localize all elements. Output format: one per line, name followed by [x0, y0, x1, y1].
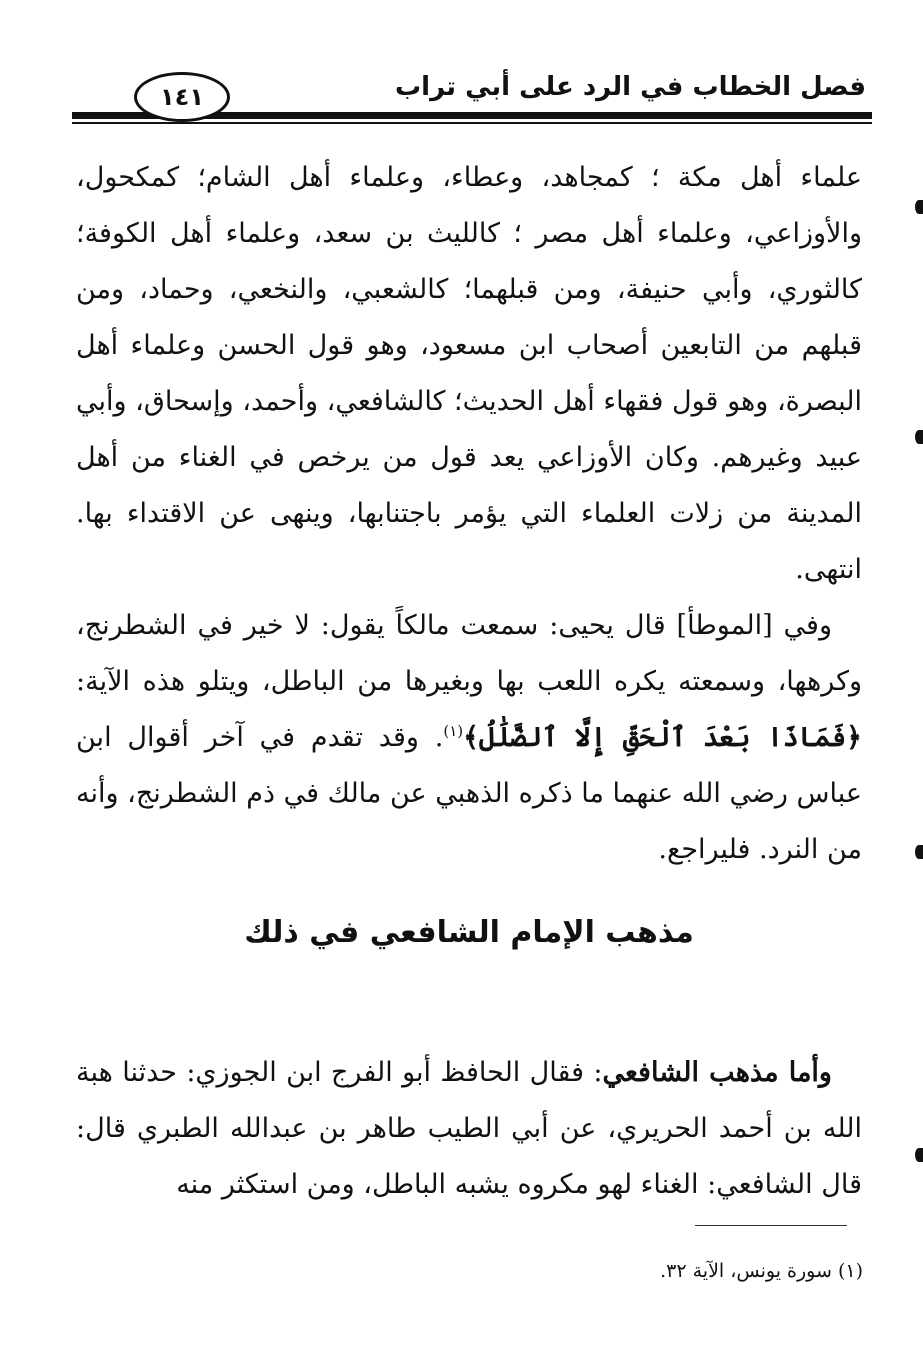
paragraph-2-text: وفي [الموطأ] قال يحيى: سمعت مالكاً يقول: لا خير في الشطرنج، وكرهها، وسمعته يكره اللعب بها وبغيرها من الباطل، ويتلو هذه الآية: — [76, 610, 862, 697]
margin-mark — [915, 430, 923, 444]
margin-mark — [915, 1148, 923, 1162]
paragraph-1: علماء أهل مكة ؛ كمجاهد، وعطاء، وعلماء أهل الشام؛ كمكحول، والأوزاعي، وعلماء أهل مصر ؛ كالليث بن سعد، وعلماء أهل الكوفة؛ كالثوري، وأبي حنيفة، ومن قبلهما؛ كالشعبي، والنخعي، وحماد، ومن قبلهم من التابعين أصحاب ابن مسعود، وهو قول الحسن وعلماء أهل البصرة، وهو قول فقهاء أهل الحديث؛ كالشافعي، وأحمد، وإسحاق، وأبي عبيد وغيرهم. وكان الأوزاعي يعد قول من يرخص في الغناء من أهل المدينة من زلات العلماء التي يؤمر باجتنابها، وينهى عن الاقتداء بها. انتهى. — [76, 162, 862, 585]
paragraph-2-continued: . وقد تقدم في آخر أقوال ابن عباس رضي الله عنهما ما ذكره الذهبي عن مالك في ذم الشطرنج، وأنه من النرد. فليراجع. — [76, 722, 862, 865]
paragraph-3 — [76, 1045, 862, 1213]
main-text — [76, 150, 862, 878]
page-header — [72, 62, 872, 132]
footnote-ref: (١) — [443, 722, 464, 740]
page-number: ١٤١ — [134, 72, 230, 122]
section-lead: وأما مذهب الشافعي — [602, 1057, 832, 1088]
section-heading: مذهب الإمام الشافعي في ذلك — [244, 915, 694, 950]
section-text — [76, 1045, 862, 1213]
paragraph-2 — [76, 598, 862, 878]
margin-mark — [915, 200, 923, 214]
running-title: فصل الخطاب في الرد على أبي تراب — [395, 72, 866, 102]
header-rule-thin — [72, 122, 872, 124]
footnote-rule — [695, 1225, 847, 1226]
quran-verse: ﴿فَمَاذَا بَعْدَ ٱلْحَقِّ إِلَّا ٱلضَّلَٰلُ﴾ — [463, 722, 862, 753]
margin-mark — [915, 845, 923, 859]
footnote: (١) سورة يونس، الآية ٣٢. — [660, 1260, 863, 1282]
paragraph-3-text: : فقال الحافظ أبو الفرج ابن الجوزي: حدثنا هبة الله بن أحمد الحريري، عن أبي الطيب طاهر بن عبدالله الطبري قال: قال الشافعي: الغناء لهو مكروه يشبه الباطل، ومن استكثر منه — [76, 1057, 862, 1200]
